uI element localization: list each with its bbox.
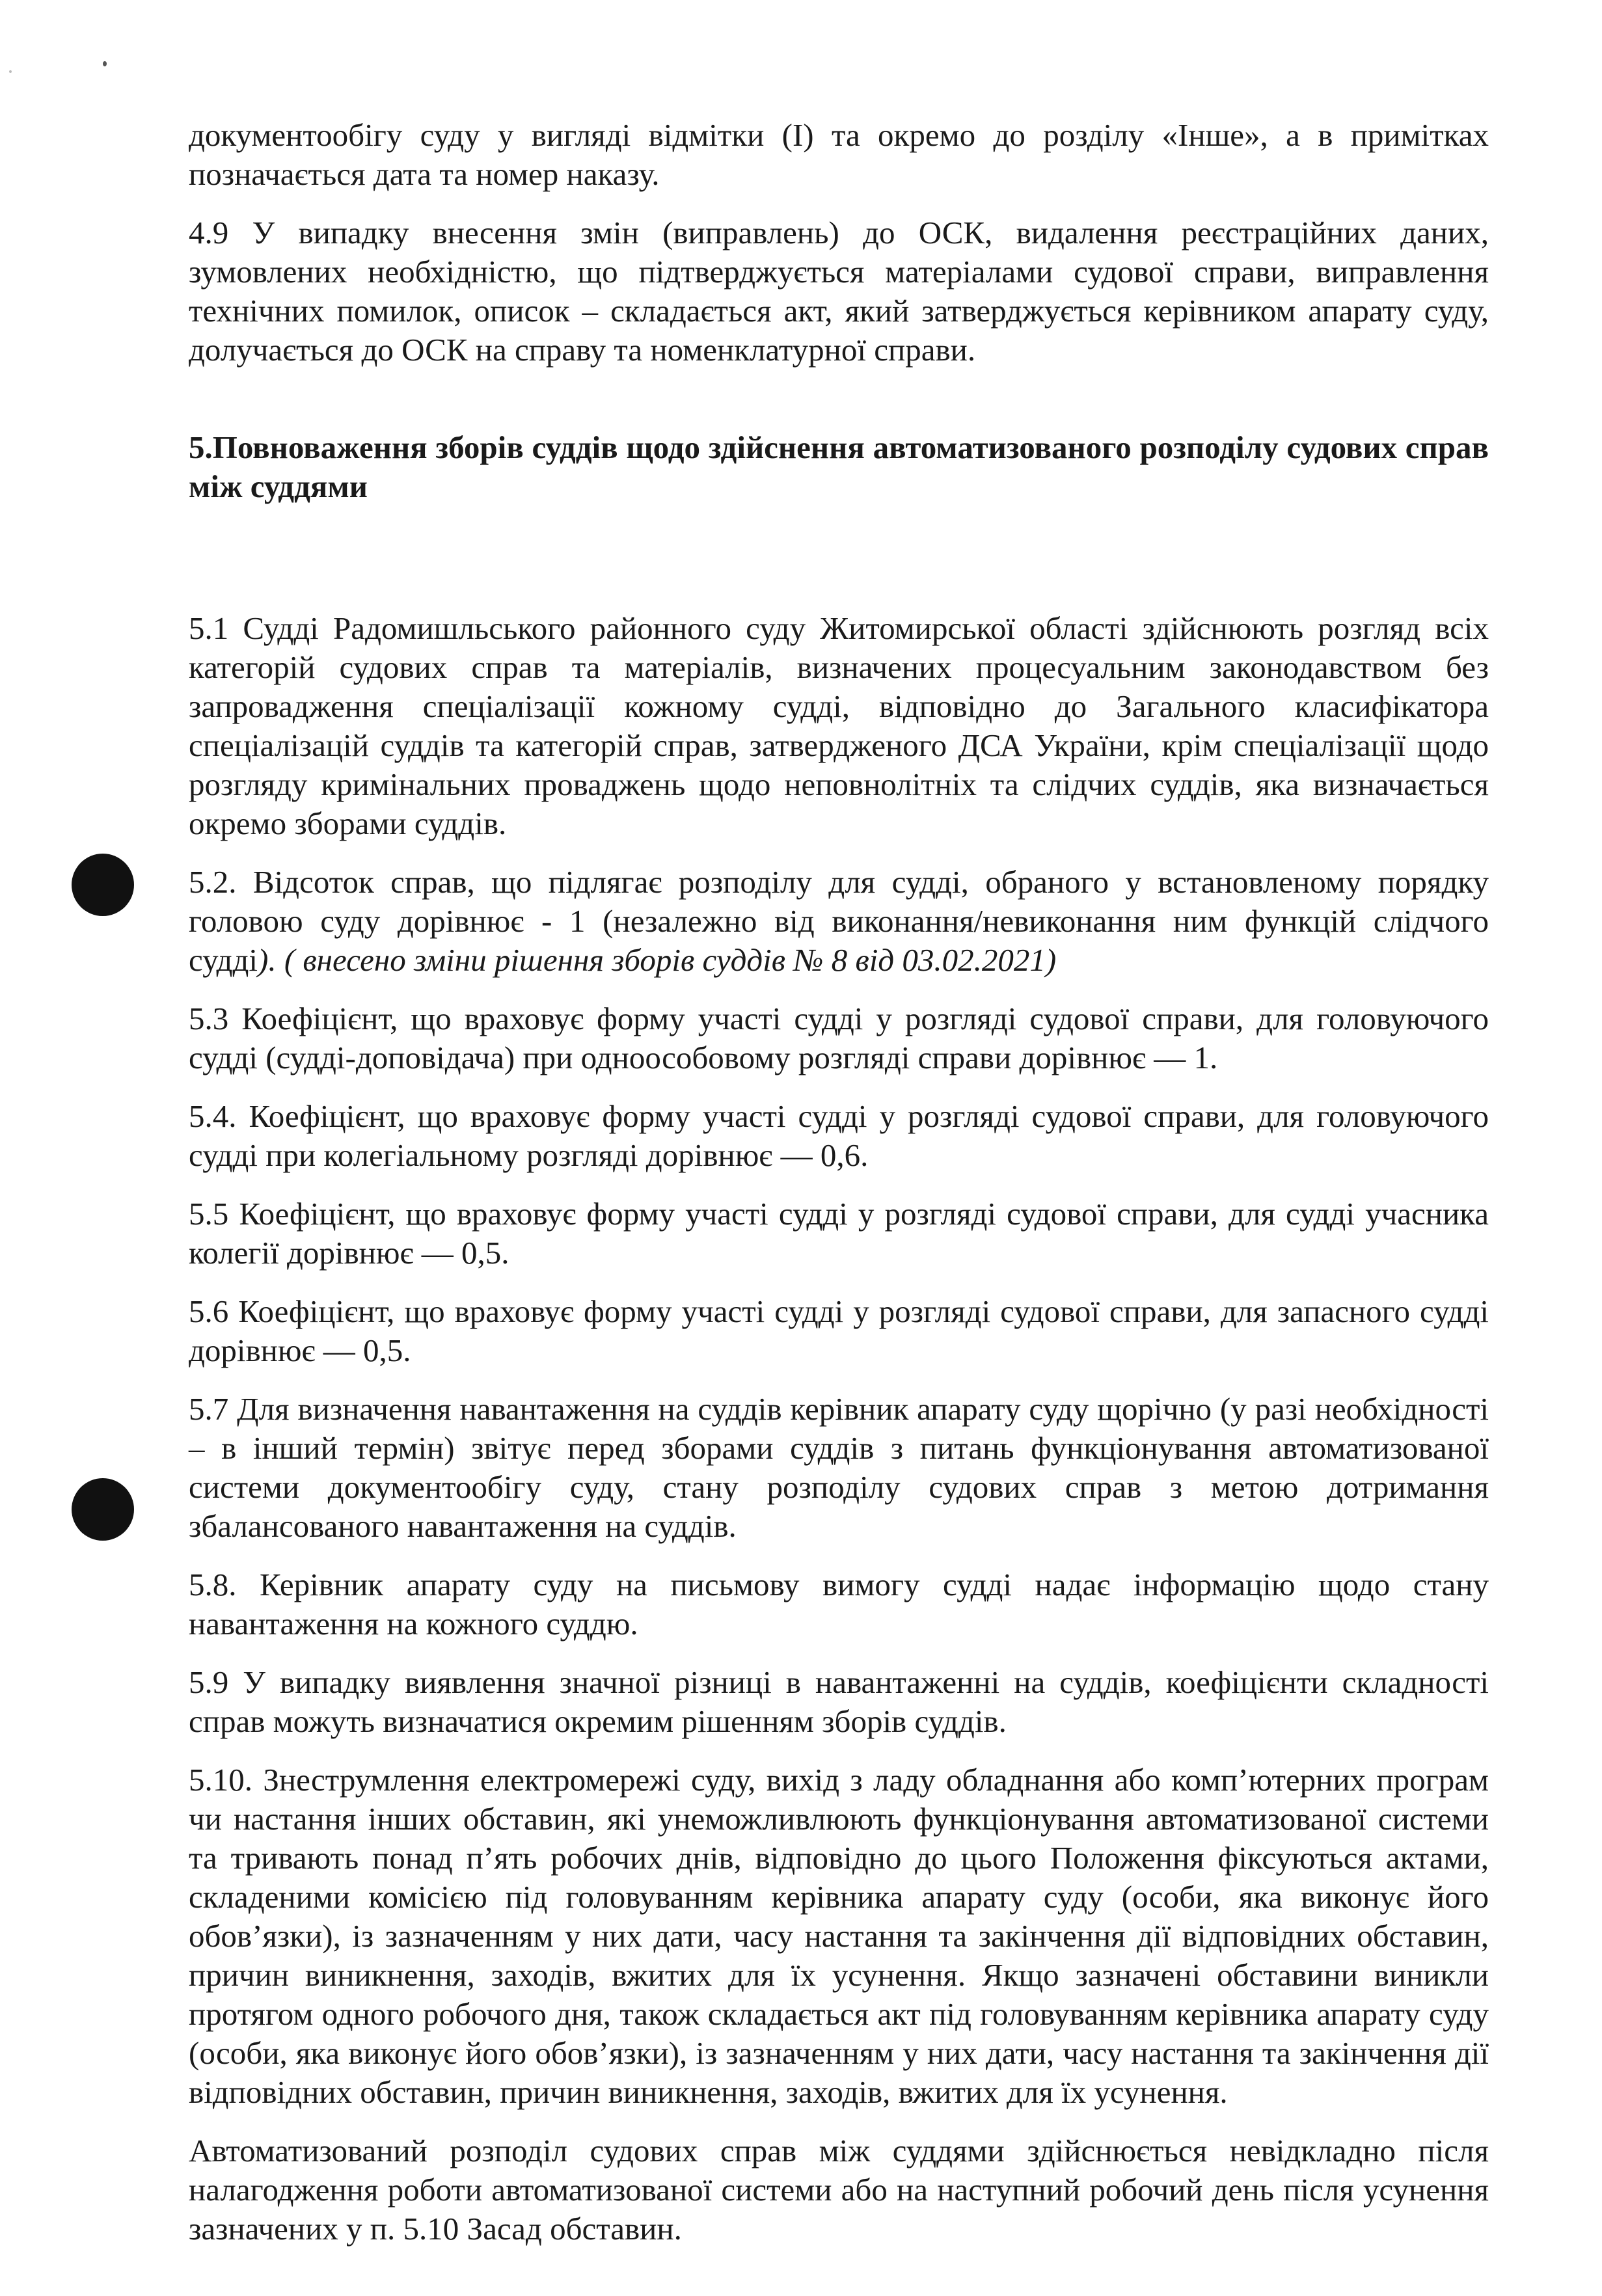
paragraph-5-3: 5.3 Коефіцієнт, що враховує форму участі судді у розгляді судової справи, для головуючого судді (судді-доповідача) при одноособовому розгляді справи дорівнює — 1. xyxy=(189,1001,1489,1075)
paragraph-5-10: 5.10. Знеструмлення електромережі суду, вихід з ладу обладнання або комп’ютерних програм чи настання інших обставин, які унеможливлюють функціонування автоматизованої системи та тривають понад п’ять робочих днів, відповідно до цього Положення фіксуються актами, складеними комісією під головуванням керівника апарату суду (особи, яка виконує його обов’язки), із зазначенням у них дати, часу настання та закінчення дії відповідних обставин, причин виникнення, заходів, вжитих для їх усунення. Якщо зазначені обставини виникли протягом одного робочого дня, також складається акт під головуванням керівника апарату суду (особи, яка виконує його обов’язки), із зазначенням у них дати, часу настання та закінчення дії відповідних обставин, причин виникнення, заходів, вжитих для їх усунення. xyxy=(189,1762,1489,2110)
paragraph-5-2 xyxy=(189,863,1489,980)
document-body xyxy=(189,116,1489,2268)
paragraph-5-8: 5.8. Керівник апарату суду на письмову вимогу судді надає інформацію щодо стану навантаження на кожного суддю. xyxy=(189,1567,1489,1641)
punch-hole-bottom xyxy=(72,1478,134,1541)
scan-speck xyxy=(103,61,107,66)
final-paragraph: Автоматизований розподіл судових справ між суддями здійснюється невідкладно після налагодження роботи автоматизованої системи або на наступний робочий день після усунення зазначених у п. 5.10 Засад обставин. xyxy=(189,2133,1489,2247)
paragraph-5-7: 5.7 Для визначення навантаження на суддів керівник апарату суду щорічно (у разі необхідності – в інший термін) звітує перед зборами суддів з питань функціонування автоматизованої системи документообігу суду, стану розподілу судових справ з метою дотримання збалансованого навантаження на суддів. xyxy=(189,1391,1489,1544)
paragraph-5-4: 5.4. Коефіцієнт, що враховує форму участі судді у розгляді судової справи, для головуючого судді при колегіальному розгляді дорівнює — 0,6. xyxy=(189,1098,1489,1173)
paragraph-5-2-amendment: ). ( внесено зміни рішення зборів суддів № 8 від 03.02.2021) xyxy=(258,942,1057,978)
paragraph-5-1: 5.1 Судді Радомишльського районного суду Житомирської області здійснюють розгляд всіх категорій судових справ та матеріалів, визначених процесуальним законодавством без запровадження спеціалізації кожному судді, відповідно до Загального класифікатора спеціалізацій суддів та категорій справ, затвердженого ДСА України, крім спеціалізації щодо розгляду кримінальних проваджень щодо неповнолітніх та слідчих суддів, яка визначається окремо зборами суддів. xyxy=(189,610,1489,841)
punch-hole-top xyxy=(72,854,134,916)
scan-speck xyxy=(9,70,12,73)
intro-paragraph: документообігу суду у вигляді відмітки (І) та окремо до розділу «Інше», а в примітках позначається дата та номер наказу. xyxy=(189,117,1489,192)
paragraph-5-6: 5.6 Коефіцієнт, що враховує форму участі судді у розгляді судової справи, для запасного судді дорівнює — 0,5. xyxy=(189,1293,1489,1368)
paragraph-4-9: 4.9 У випадку внесення змін (виправлень) до ОСК, видалення реєстраційних даних, зумовлених необхідністю, що підтверджується матеріалами судової справи, виправлення технічних помилок, описок – складається акт, який затверджується керівником апарату суду, долучається до ОСК на справу та номенклатурної справи. xyxy=(189,215,1489,368)
paragraph-5-9: 5.9 У випадку виявлення значної різниці в навантаженні на суддів, коефіцієнти складності справ можуть визначатися окремим рішенням зборів суддів. xyxy=(189,1664,1489,1739)
section-5-heading: 5.Повноваження зборів суддів щодо здійснення автоматизованого розподілу судових справ між суддями xyxy=(189,429,1489,504)
paragraph-5-2-text: 5.2. Відсоток справ, що підлягає розподілу для судді, обраного у встановленому порядку головою суду дорівнює - 1 (незалежно від виконання/невиконання ним функцій слідчого судді xyxy=(189,864,1489,978)
paragraph-5-5: 5.5 Коефіцієнт, що враховує форму участі судді у розгляді судової справи, для судді учасника колегії дорівнює — 0,5. xyxy=(189,1196,1489,1271)
